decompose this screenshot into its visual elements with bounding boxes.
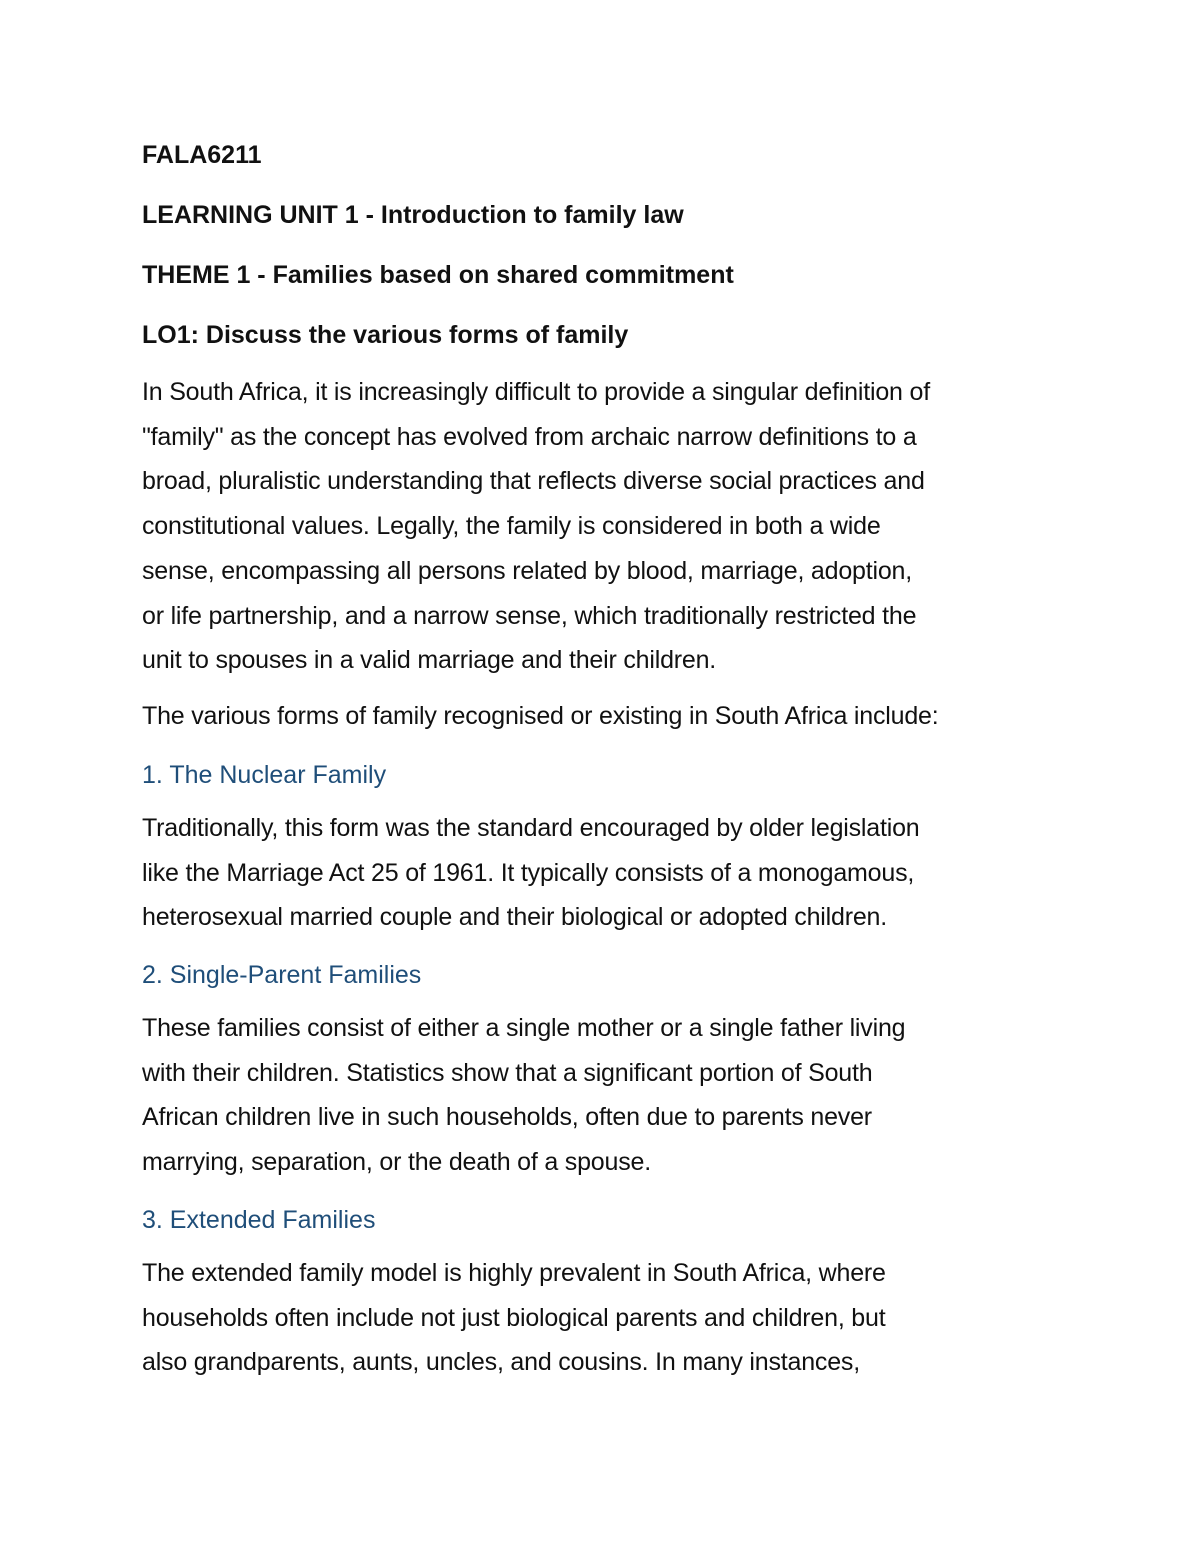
section-line: African children live in such households, often due to parents never [142,1103,872,1132]
forms-intro: The various forms of family recognised or existing in South Africa include: [142,701,939,730]
section-line: These families consist of either a single mother or a single father living [142,1014,906,1043]
section-line: also grandparents, aunts, uncles, and cousins. In many instances, [142,1348,860,1377]
section-line: with their children. Statistics show that a significant portion of South [142,1058,873,1087]
section-paragraph-single-parent [142,1006,1072,1185]
learning-outcome-title: LO1: Discuss the various forms of family [142,321,629,349]
theme-title: THEME 1 - Families based on shared commitment [142,261,734,289]
intro-line: In South Africa, it is increasingly difficult to provide a singular definition of [142,378,930,406]
learning-unit-title: LEARNING UNIT 1 - Introduction to family law [142,201,684,229]
intro-paragraph [142,370,1072,683]
section-line: Traditionally, this form was the standard encouraged by older legislation [142,813,920,842]
section-paragraph-extended-families [142,1251,1072,1385]
intro-line: "family" as the concept has evolved from archaic narrow definitions to a [142,422,917,451]
section-heading-nuclear-family: 1. The Nuclear Family [142,760,387,789]
intro-line: unit to spouses in a valid marriage and their children. [142,646,717,675]
intro-line: broad, pluralistic understanding that reflects diverse social practices and [142,467,925,496]
section-paragraph-nuclear-family [142,806,1072,940]
section-line: like the Marriage Act 25 of 1961. It typically consists of a monogamous, [142,858,915,887]
section-line: heterosexual married couple and their biological or adopted children. [142,903,888,932]
document-page [142,140,1072,1397]
intro-line: or life partnership, and a narrow sense, which traditionally restricted the [142,601,917,630]
intro-line: constitutional values. Legally, the family is considered in both a wide [142,512,881,541]
course-code: FALA6211 [142,141,262,169]
intro-line: sense, encompassing all persons related by blood, marriage, adoption, [142,556,913,585]
section-heading-single-parent: 2. Single-Parent Families [142,961,422,990]
section-heading-extended-families: 3. Extended Families [142,1205,376,1234]
section-line: marrying, separation, or the death of a spouse. [142,1148,651,1177]
section-line: households often include not just biological parents and children, but [142,1303,886,1332]
section-line: The extended family model is highly prevalent in South Africa, where [142,1258,886,1287]
